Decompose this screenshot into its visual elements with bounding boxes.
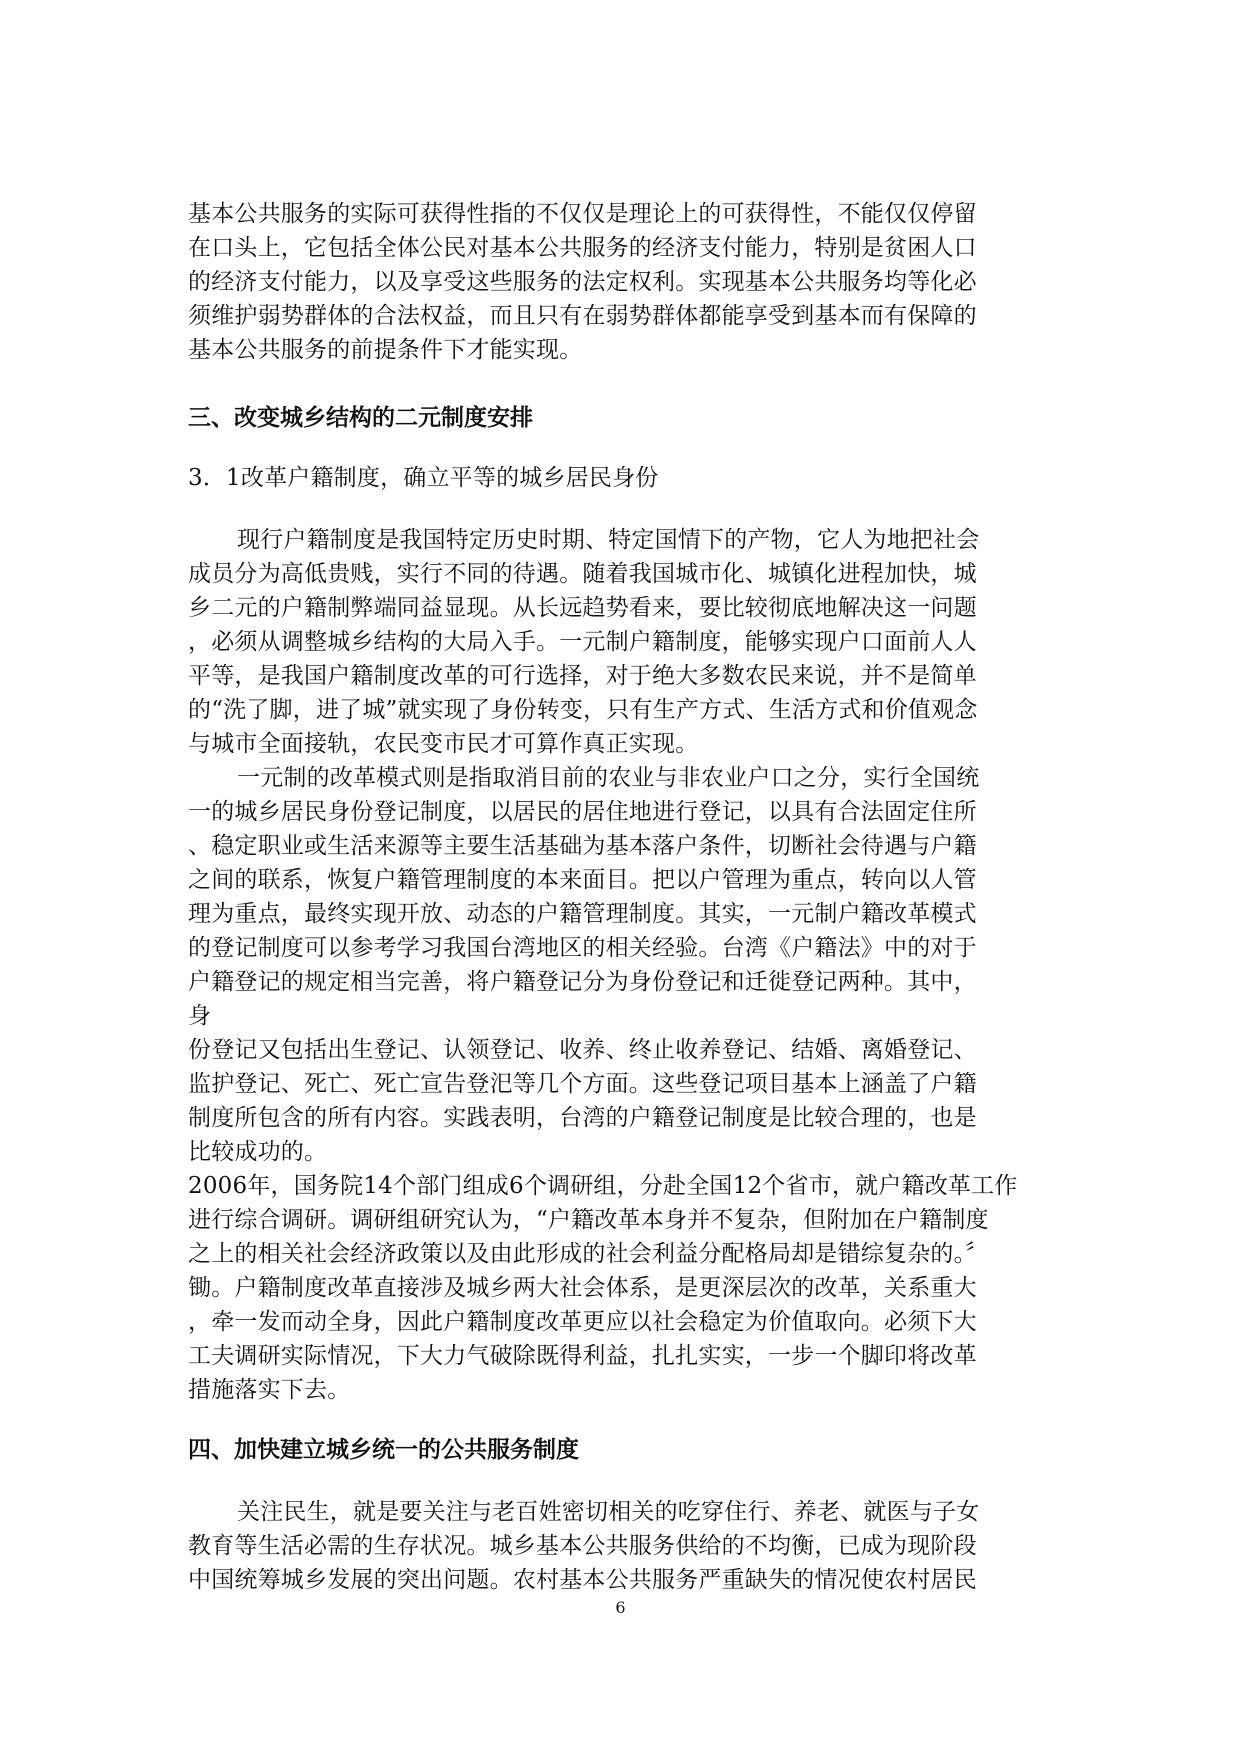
text-line: 2006年，国务院14个部门组成6个调研组，分赴全国12个省市，就户籍改革工作: [188, 1173, 1018, 1199]
page-number: 6: [615, 1598, 626, 1617]
text-line: 比较成功的。: [188, 1139, 328, 1165]
text-line: ，必须从调整城乡结构的大局入手。一元制户籍制度，能够实现户口面前人人: [188, 629, 977, 655]
text-line: 的经济支付能力，以及享受这些服务的法定权利。实现基本公共服务均等化必: [188, 269, 977, 295]
text-line: 基本公共服务的实际可获得性指的不仅仅是理论上的可获得性，不能仅仅停留: [188, 201, 977, 227]
text-line: 乡二元的户籍制弊端同益显现。从长远趋势看来，要比较彻底地解决这一问题: [188, 595, 977, 621]
text-line: 锄。户籍制度改革直接涉及城乡两大社会体系，是更深层次的改革，关系重大: [188, 1275, 977, 1301]
text-line: 份登记又包括出生登记、认领登记、收养、终止收养登记、结婚、离婚登记、: [188, 1037, 977, 1063]
text-line: 之间的联系，恢复户籍管理制度的本来面目。把以户管理为重点，转向以人管: [188, 867, 977, 893]
text-line: 平等，是我国户籍制度改革的可行选择，对于绝大多数农民来说，并不是简单: [188, 663, 977, 689]
text-line: 成员分为高低贵贱，实行不同的待遇。随着我国城市化、城镇化进程加快，城: [188, 561, 977, 587]
text-line: 之上的相关社会经济政策以及由此形成的社会利益分配格局却是错综复杂的。〞: [188, 1241, 989, 1267]
text-line: 关注民生，就是要关注与老百姓密切相关的吃穿住行、养老、就医与子女: [237, 1499, 980, 1525]
section-heading: 三、改变城乡结构的二元制度安排: [188, 404, 533, 431]
text-line: 一的城乡居民身份登记制度，以居民的居住地进行登记，以具有合法固定住所: [188, 799, 977, 825]
text-line: 须维护弱势群体的合法权益，而且只有在弱势群体都能享受到基本而有保障的: [188, 303, 977, 329]
section-heading: 四、加快建立城乡统一的公共服务制度: [188, 1436, 579, 1463]
subsection-heading: 3．1改革户籍制度，确立平等的城乡居民身份: [188, 465, 659, 491]
text-line: 的“洗了脚，进了城”就实现了身份转变，只有生产方式、生活方式和价值观念: [188, 697, 978, 723]
text-line: 一元制的改革模式则是指取消目前的农业与非农业户口之分，实行全国统: [237, 765, 980, 791]
text-line: 理为重点，最终实现开放、动态的户籍管理制度。其实，一元制户籍改革模式: [188, 901, 977, 927]
text-line: 、稳定职业或生活来源等主要生活基础为基本落户条件，切断社会待遇与户籍: [188, 833, 977, 859]
text-line: 监护登记、死亡、死亡宣告登汜等几个方面。这些登记项目基本上涵盖了户籍: [188, 1071, 977, 1097]
text-line: 中国统筹城乡发展的突出问题。农村基本公共服务严重缺失的情况使农村居民: [188, 1567, 977, 1593]
text-line: 基本公共服务的前提条件下才能实现。: [188, 337, 583, 363]
text-line: 措施落实下去。: [188, 1377, 351, 1403]
text-line: 在口头上，它包括全体公民对基本公共服务的经济支付能力，特别是贫困人口: [188, 235, 977, 261]
text-line: 教育等生活必需的生存状况。城乡基本公共服务供给的不均衡，已成为现阶段: [188, 1533, 977, 1559]
text-line: 的登记制度可以参考学习我国台湾地区的相关经验。台湾《户籍法》中的对于: [188, 935, 977, 961]
text-line: 与城市全面接轨，农民变市民才可算作真正实现。: [188, 731, 699, 757]
text-line: ，牵一发而动全身，因此户籍制度改革更应以社会稳定为价值取向。必须下大: [188, 1309, 977, 1335]
text-line: 身: [188, 1003, 212, 1029]
text-line: 制度所包含的所有内容。实践表明，台湾的户籍登记制度是比较合理的，也是: [188, 1105, 977, 1131]
text-line: 进行综合调研。调研组研究认为，“户籍改革本身并不复杂，但附加在户籍制度: [188, 1207, 989, 1233]
text-line: 户籍登记的规定相当完善，将户籍登记分为身份登记和迁徙登记两种。其中，: [188, 969, 977, 995]
text-line: 现行户籍制度是我国特定历史时期、特定国情下的产物，它人为地把社会: [237, 527, 980, 553]
text-line: 工夫调研实际情况，下大力气破除既得利益，扎扎实实，一步一个脚印将改革: [188, 1343, 977, 1369]
